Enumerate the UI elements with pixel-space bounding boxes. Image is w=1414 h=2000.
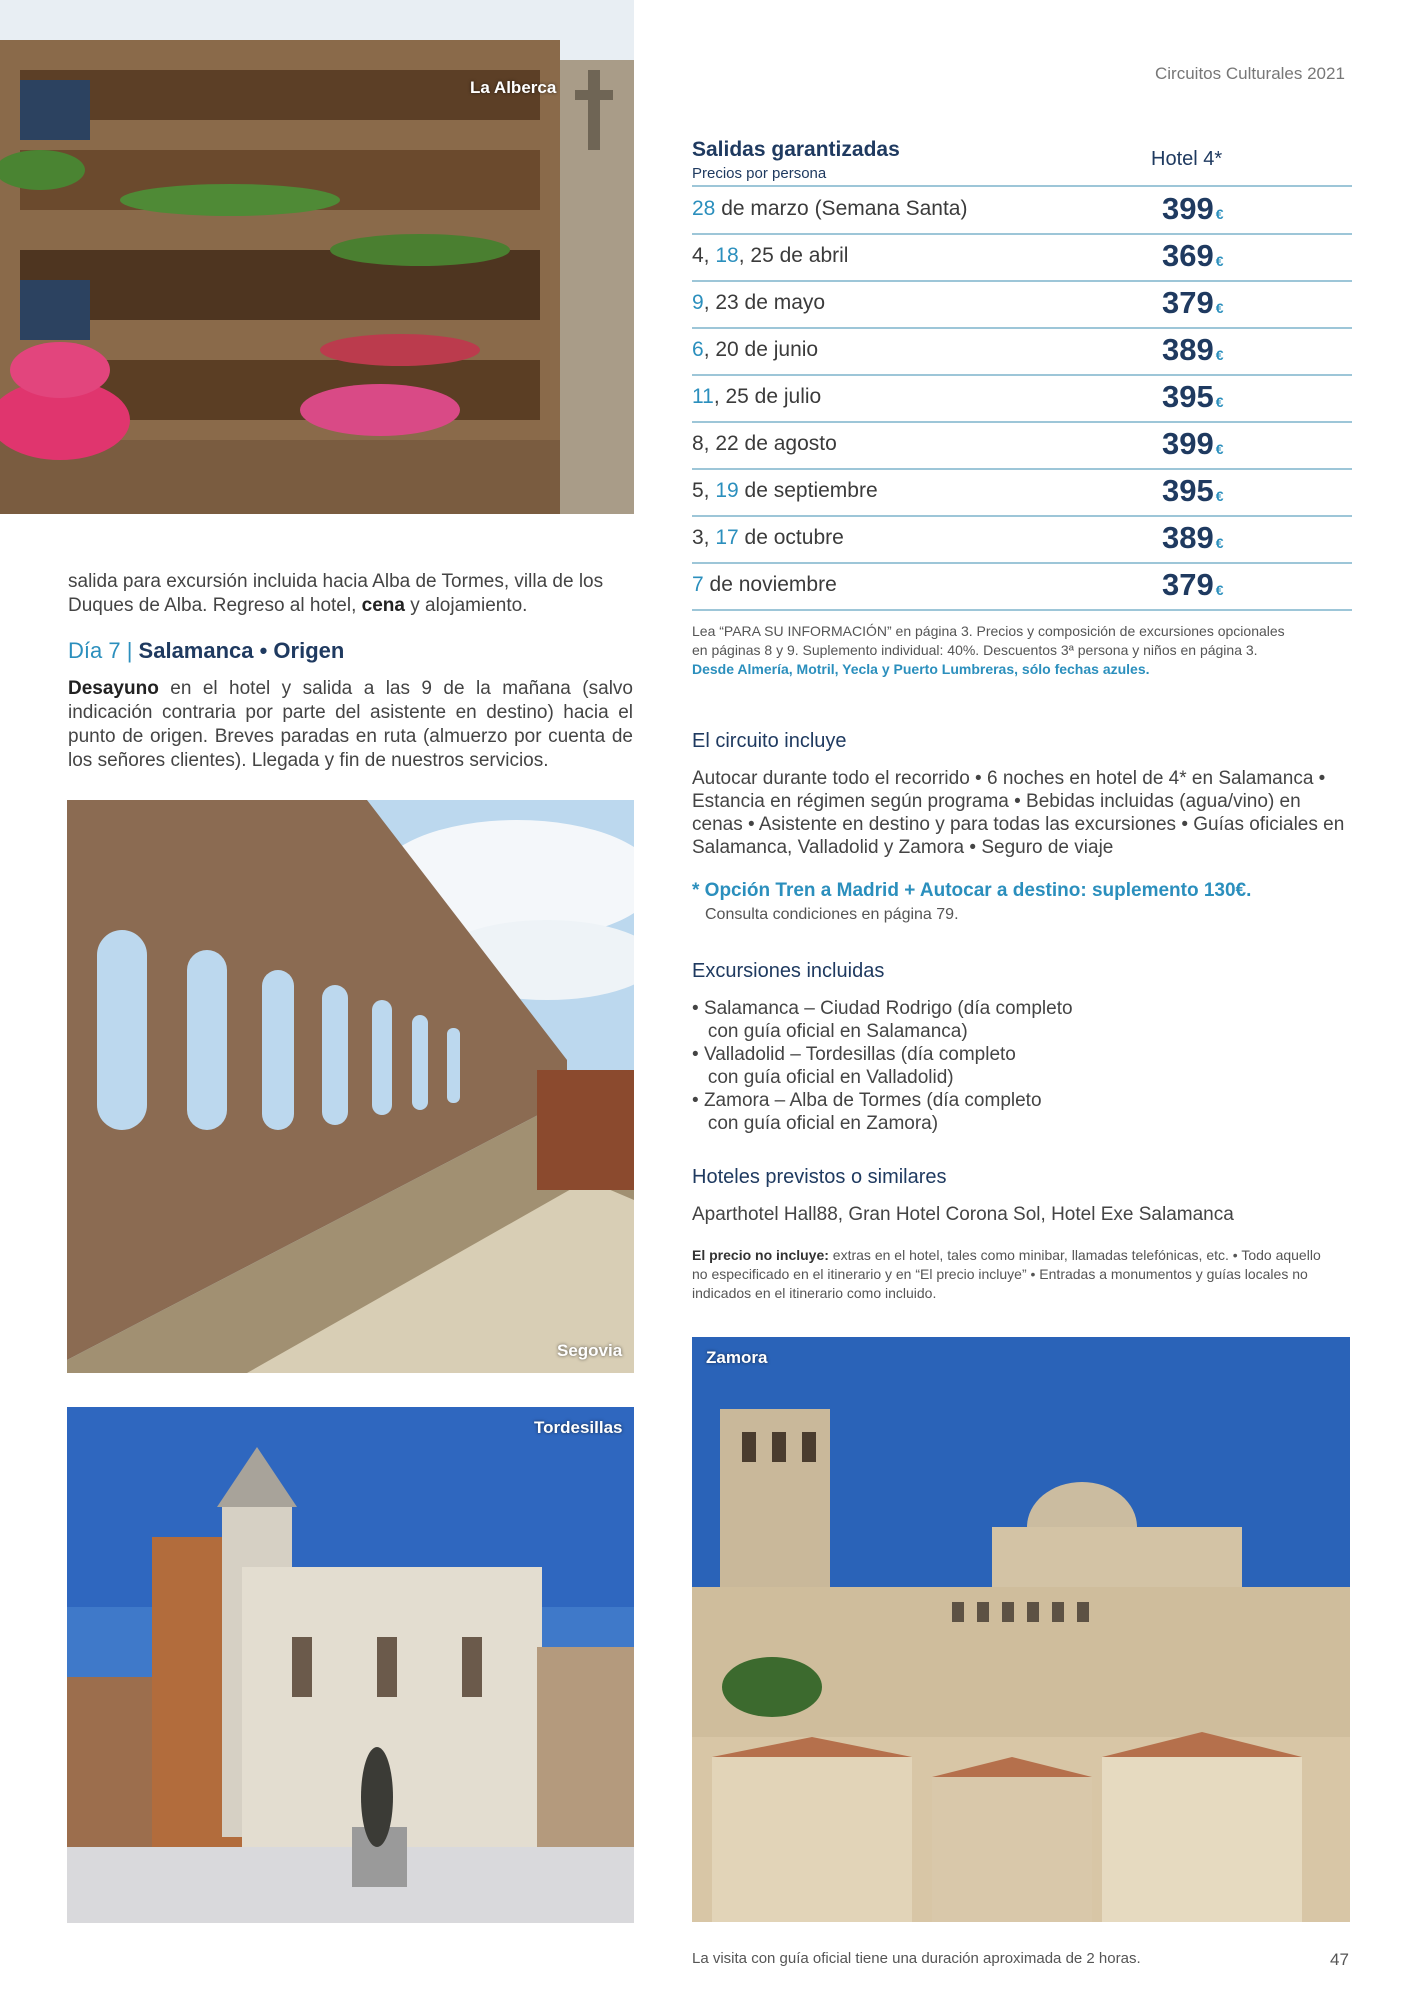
price-row xyxy=(692,375,1352,423)
price-value: 395 € xyxy=(1162,473,1224,508)
no-incluye-label: El precio no incluye: xyxy=(692,1247,829,1263)
excursiones-list xyxy=(692,997,1292,1135)
page-number: 47 xyxy=(1330,1950,1349,1969)
day-label: Día 7 xyxy=(68,638,121,663)
bold-desayuno: Desayuno xyxy=(68,678,159,699)
price-row xyxy=(692,516,1352,564)
excursion-item: • Salamanca – Ciudad Rodrigo (día completo con guía oficial en Salamanca) xyxy=(692,998,1073,1042)
price-value: 399 € xyxy=(1162,191,1224,226)
bold-cena: cena xyxy=(361,595,405,616)
photo-tordesillas xyxy=(67,1407,634,1923)
excursion-item: • Valladolid – Tordesillas (día completo con guía oficial en Valladolid) xyxy=(692,1044,1016,1088)
day7-text: Desayuno en el hotel y salida a las 9 de la mañana (salvo indicación contraria por parte del asistente en destino) hacia el punto de origen. Breves paradas en ruta (almuerzo por cuenta de los señores clientes). Llegada y fin de nuestros servicios. xyxy=(68,678,633,771)
price-table-title: Salidas garantizadas xyxy=(692,138,900,161)
no-incluye: El precio no incluye: extras en el hotel, tales como minibar, llamadas telefónicas, etc. • Todo aquello no especificado en el itinerario y en “El precio incluye” • Entradas a monumentos y guías locales no indicados en el itinerario como incluido. xyxy=(692,1247,1321,1301)
price-row xyxy=(692,422,1352,470)
hoteles-title: Hoteles previstos o similares xyxy=(692,1166,947,1188)
departure-date: 8, 22 de agosto xyxy=(692,432,837,455)
currency-symbol: € xyxy=(1215,394,1224,410)
price-row xyxy=(692,187,1352,235)
photo-caption-segovia: Segovia xyxy=(557,1341,623,1360)
day-title: Salamanca • Origen xyxy=(138,638,345,663)
currency-symbol: € xyxy=(1215,300,1224,316)
photo-la-alberca xyxy=(0,0,634,514)
circuito-title: El circuito incluye xyxy=(692,730,847,752)
photo-caption-zamora: Zamora xyxy=(706,1348,768,1367)
currency-symbol: € xyxy=(1215,441,1224,457)
photo-caption-la-alberca: La Alberca xyxy=(470,78,557,97)
circuito-option-note: Consulta condiciones en página 79. xyxy=(705,906,959,923)
circuito-text: Autocar durante todo el recorrido • 6 noches en hotel de 4* en Salamanca • Estancia en régimen según programa • Bebidas incluidas (agua/vino) en cenas • Asistente en destino y para todas las excursiones • Guías oficiales en Salamanca, Valladolid y Zamora • Seguro de viaje xyxy=(692,768,1345,858)
photo-caption-tordesillas: Tordesillas xyxy=(534,1418,623,1437)
departure-date: 5, 19 de septiembre xyxy=(692,479,878,502)
departure-date: 6, 20 de junio xyxy=(692,338,819,361)
highlight-date: 17 xyxy=(715,526,739,549)
circuito-option: * Opción Tren a Madrid + Autocar a destino: suplemento 130€. xyxy=(692,880,1252,901)
day6-continuation: salida para excursión incluida hacia Alba de Tormes, villa de los Duques de Alba. Regreso al hotel, cena y alojamiento. xyxy=(68,571,604,616)
excursiones-title: Excursiones incluidas xyxy=(692,960,885,982)
highlight-date: 18 xyxy=(715,244,739,267)
price-value: 399 € xyxy=(1162,426,1224,461)
currency-symbol: € xyxy=(1215,582,1224,598)
highlight-date: 9 xyxy=(692,291,704,314)
currency-symbol: € xyxy=(1215,347,1224,363)
price-note-highlight: Desde Almería, Motril, Yecla y Puerto Lumbreras, sólo fechas azules. xyxy=(692,661,1150,677)
departure-date: 7 de noviembre xyxy=(692,573,837,596)
price-value: 395 € xyxy=(1162,379,1224,414)
price-value: 389 € xyxy=(1162,520,1224,555)
price-value: 379 € xyxy=(1162,567,1224,602)
price-row xyxy=(692,469,1352,517)
price-value: 389 € xyxy=(1162,332,1224,367)
departure-date: 9, 23 de mayo xyxy=(692,291,826,314)
price-value: 379 € xyxy=(1162,285,1224,320)
price-value: 369 € xyxy=(1162,238,1224,273)
highlight-date: 19 xyxy=(715,479,739,502)
departure-date: 11, 25 de julio xyxy=(692,385,822,408)
price-table-subtitle: Precios por persona xyxy=(692,165,827,182)
hotel-column-header: Hotel 4* xyxy=(1151,148,1223,170)
price-row xyxy=(692,281,1352,329)
price-row xyxy=(692,563,1352,611)
price-row xyxy=(692,328,1352,376)
day7-title: Día 7 | Salamanca • Origen xyxy=(68,638,345,663)
price-note: Lea “PARA SU INFORMACIÓN” en página 3. Precios y composición de excursiones opcionales en páginas 8 y 9. Suplemento individual: 40%. Descuentos 3ª persona y niños en página 3. Desde Almería, Motril, Yecla y Puerto Lumbreras, sólo fechas azules. xyxy=(692,623,1285,677)
currency-symbol: € xyxy=(1215,206,1224,222)
price-row xyxy=(692,234,1352,282)
hoteles-text: Aparthotel Hall88, Gran Hotel Corona Sol, Hotel Exe Salamanca xyxy=(692,1204,1234,1225)
departure-date: 28 de marzo (Semana Santa) xyxy=(692,197,968,220)
currency-symbol: € xyxy=(1215,253,1224,269)
photo-zamora xyxy=(692,1337,1350,1922)
departure-date: 3, 17 de octubre xyxy=(692,526,844,549)
departure-date: 4, 18, 25 de abril xyxy=(692,244,849,267)
currency-symbol: € xyxy=(1215,488,1224,504)
currency-symbol: € xyxy=(1215,535,1224,551)
section-header: Circuitos Culturales 2021 xyxy=(1155,64,1345,83)
excursion-item: • Zamora – Alba de Tormes (día completo con guía oficial en Zamora) xyxy=(692,1090,1042,1134)
footer-note: La visita con guía oficial tiene una duración aproximada de 2 horas. xyxy=(692,1950,1141,1967)
highlight-date: 7 xyxy=(692,573,704,596)
highlight-date: 28 xyxy=(692,197,716,220)
photo-segovia xyxy=(67,800,634,1373)
highlight-date: 6 xyxy=(692,338,704,361)
highlight-date: 11 xyxy=(692,385,714,408)
